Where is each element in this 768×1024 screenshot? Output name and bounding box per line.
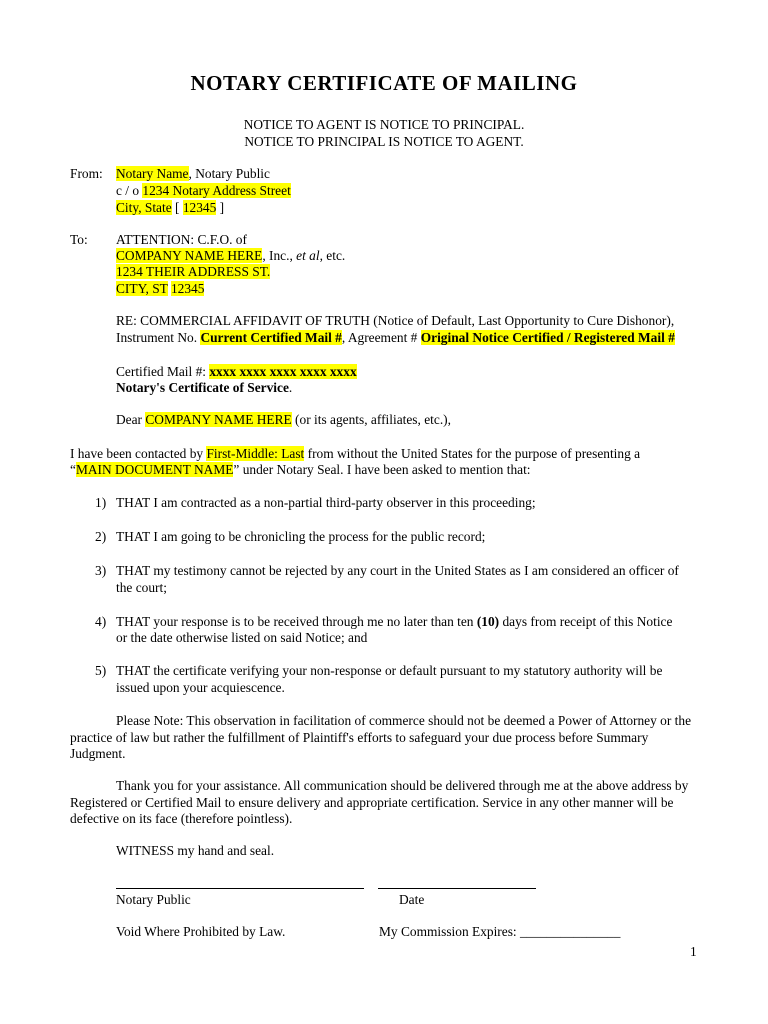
item-text-continued: issued upon your acquiescence. — [116, 680, 285, 695]
date-signature-line — [378, 888, 536, 889]
item-text: THAT my testimony cannot be rejected by any court in the United States as I am considered an officer of — [116, 563, 679, 578]
recipient-zip: 12345 — [170, 281, 205, 296]
item-text-continued: the court; — [116, 580, 167, 595]
item-number: 1) — [95, 495, 107, 510]
to-line-3 — [116, 264, 270, 281]
from-label: From: — [70, 166, 103, 181]
item-number: 5) — [95, 663, 107, 678]
recipient-city-st: CITY, ST — [116, 281, 168, 296]
commission-expires: My Commission Expires: _______________ — [379, 924, 621, 939]
to-line-4 — [116, 281, 204, 298]
document-title: NOTARY CERTIFICATE OF MAILING — [190, 71, 578, 95]
from-line-3: City, State [ 12345 ] — [116, 200, 225, 215]
salutation-company: COMPANY NAME HERE — [145, 412, 292, 427]
notary-zip: 12345 — [182, 200, 217, 215]
void-notice: Void Where Prohibited by Law. — [116, 924, 286, 939]
item-text-continued: or the date otherwise listed on said Notice; and — [116, 630, 368, 645]
item-text: THAT your response is to be received through me no later than ten (10) days from receipt of this Notice — [116, 614, 673, 629]
item-number: 3) — [95, 563, 107, 578]
date-label: Date — [399, 892, 425, 907]
item-text: THAT I am contracted as a non-partial third-party observer in this proceeding; — [116, 495, 536, 510]
certified-mail-line: Certified Mail #: xxxx xxxx xxxx xxxx xxxx — [116, 364, 357, 379]
item-number: 2) — [95, 529, 107, 544]
re-line-2: Instrument No. Current Certified Mail #, Agreement # Original Notice Certified / Registered Mail # — [116, 330, 675, 345]
main-document-name: MAIN DOCUMENT NAME — [75, 462, 234, 477]
notice-line-2: NOTICE TO PRINCIPAL IS NOTICE TO AGENT. — [244, 134, 524, 149]
to-attention: ATTENTION: C.F.O. of — [116, 232, 247, 247]
instrument-number: Current Certified Mail # — [200, 330, 342, 345]
to-line-2: COMPANY NAME HERE, Inc., et al, etc. — [116, 248, 346, 263]
from-line-1: Notary Name, Notary Public — [116, 166, 270, 181]
item-number: 4) — [95, 614, 107, 629]
intro-line-1: I have been contacted by First-Middle: Last from without the United States for the purpose of presenting a — [70, 446, 641, 461]
to-label: To: — [70, 232, 88, 247]
please-note-paragraph: Please Note: This observation in facilitation of commerce should not be deemed a Power of Attorney or the practice of law but rather the fulfillment of Plaintiff's efforts to safeguard your due process before Summary Judgment. — [70, 713, 692, 761]
recipient-company: COMPANY NAME HERE — [116, 248, 263, 263]
intro-line-2: “MAIN DOCUMENT NAME” under Notary Seal. I have been asked to mention that: — [70, 462, 531, 477]
item-text: THAT I am going to be chronicling the process for the public record; — [116, 529, 486, 544]
notary-city-state: City, State — [116, 200, 172, 215]
thank-you-paragraph: Thank you for your assistance. All communication should be delivered through me at the above address by Registered or Certified Mail to ensure delivery and appropriate certification. Service in any other manner will be defective on its face (therefore pointless). — [70, 778, 689, 826]
certified-mail-number: xxxx xxxx xxxx xxxx xxxx — [209, 364, 357, 379]
notary-address: 1234 Notary Address Street — [142, 183, 291, 198]
witness-line: WITNESS my hand and seal. — [116, 843, 275, 858]
notary-name: Notary Name — [116, 166, 189, 181]
notary-signature-line — [116, 888, 364, 889]
agreement-number: Original Notice Certified / Registered Mail # — [420, 330, 675, 345]
salutation: Dear COMPANY NAME HERE (or its agents, affiliates, etc.), — [116, 412, 451, 427]
presenter-name: First-Middle: Last — [206, 446, 305, 461]
page-number: 1 — [690, 944, 697, 959]
notice-line-1: NOTICE TO AGENT IS NOTICE TO PRINCIPAL. — [243, 117, 525, 132]
re-line-1: RE: COMMERCIAL AFFIDAVIT OF TRUTH (Notice of Default, Last Opportunity to Cure Dishonor), — [116, 313, 675, 328]
from-line-2: c / o 1234 Notary Address Street — [116, 183, 291, 198]
recipient-address: 1234 THEIR ADDRESS ST. — [116, 264, 271, 279]
notary-public-label: Notary Public — [116, 892, 191, 907]
item-text: THAT the certificate verifying your non-response or default pursuant to my statutory authority will be — [116, 663, 663, 678]
certificate-of-service: Notary's Certificate of Service. — [116, 380, 293, 395]
